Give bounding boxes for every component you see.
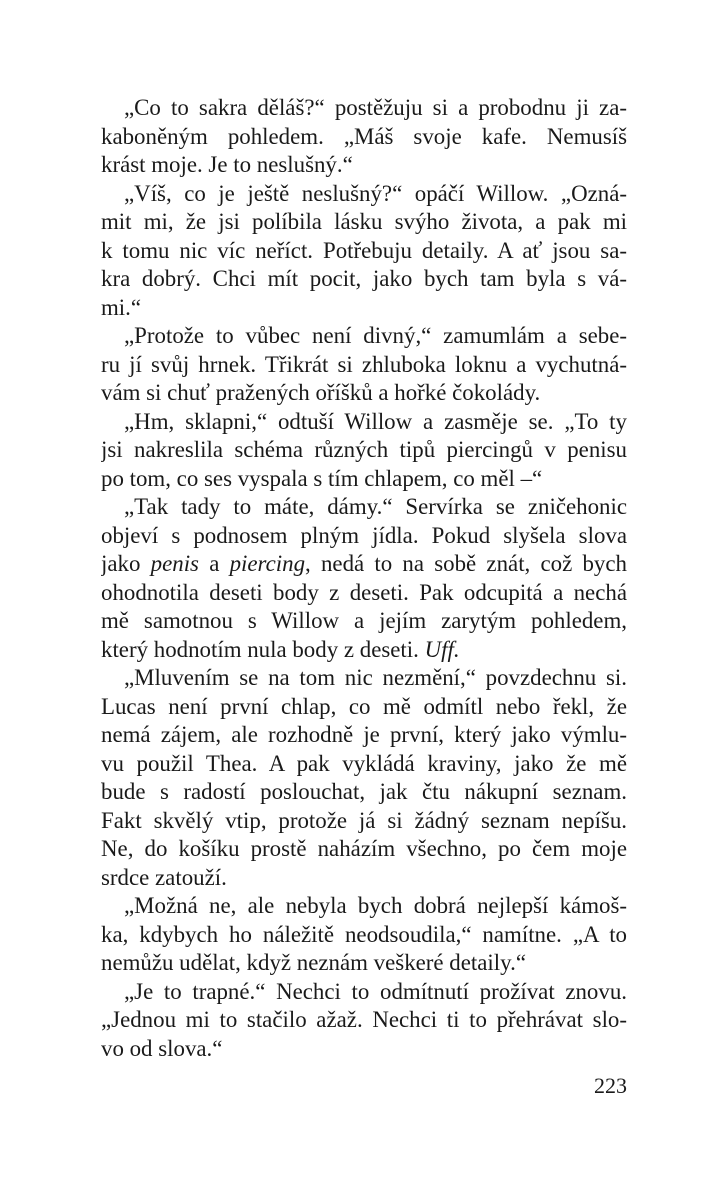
text-line: vo od slova.“ — [101, 1035, 223, 1061]
text-line: bude s radostí poslouchat, jak čtu nákupní seznam. — [101, 779, 627, 804]
italic-word: Uff. — [424, 636, 460, 662]
text-line: „Protože to vůbec není divný,“ zamumlám a sebe- — [124, 323, 627, 348]
text-line: „Mluvením se na tom nic nezmění,“ povzdechnu si. — [124, 665, 627, 690]
body-text — [101, 94, 627, 1063]
text-line: nemůžu udělat, když neznám veškeré detaily.“ — [101, 950, 526, 975]
text-line — [101, 636, 627, 665]
text-line: po tom, co ses vyspala s tím chlapem, co měl –“ — [101, 465, 543, 491]
text-line: mě samotnou s Willow a jejím zarytým pohledem, — [101, 608, 627, 633]
text-line: ohodnotila deseti body z deseti. Pak odcupitá a nechá — [101, 579, 627, 605]
text-line — [101, 550, 627, 579]
text-run: který hodnotím nula body z deseti. — [101, 636, 425, 662]
text-line: „Hm, sklapni,“ odtuší Willow a zasměje se. „To ty — [124, 408, 627, 434]
text-run: a — [198, 551, 230, 576]
text-line: Fakt skvělý vtip, protože já si žádný seznam nepíšu. — [101, 807, 627, 833]
text-line: kra dobrý. Chci mít pocit, jako bych tam byla s vá- — [101, 266, 627, 291]
italic-word: penis — [150, 551, 199, 576]
text-run: jako — [101, 551, 151, 576]
page-number: 223 — [594, 1073, 627, 1098]
text-line: krást moje. Je to neslušný.“ — [101, 152, 353, 177]
text-run: , nedá to na sobě znát, což bych — [305, 551, 627, 576]
text-line: objeví s podnosem plným jídla. Pokud slyšela slova — [101, 522, 627, 548]
text-line: mit mi, že jsi políbila lásku svýho života, a pak mi — [101, 209, 627, 234]
text-line: k tomu nic víc neříct. Potřebuju detaily. A ať jsou sa- — [101, 237, 627, 263]
text-line: ru jí svůj hrnek. Třikrát si zhluboka loknu a vychutná- — [101, 351, 627, 377]
text-line: vám si chuť pražených oříšků a hořké čokolády. — [101, 380, 541, 405]
text-line: mi.“ — [101, 294, 142, 320]
text-line: Ne, do košíku prostě naházím všechno, po čem moje — [101, 836, 627, 861]
text-line: srdce zatouží. — [101, 864, 227, 890]
text-line: kaboněným pohledem. „Máš svoje kafe. Nemusíš — [101, 123, 627, 149]
text-line: „Je to trapné.“ Nechci to odmítnutí prožívat znovu. — [124, 978, 627, 1004]
text-line: ka, kdybych ho náležitě neodsoudila,“ namítne. „A to — [101, 921, 627, 947]
text-line: „Co to sakra děláš?“ postěžuju si a probodnu ji za- — [124, 95, 627, 120]
text-line: vu použil Thea. A pak vykládá kraviny, jako že mě — [101, 750, 627, 776]
text-line: „Víš, co je ještě neslušný?“ opáčí Willow. „Ozná- — [124, 180, 627, 206]
italic-word: piercing — [229, 551, 306, 576]
text-line: „Jednou mi to stačilo ažaž. Nechci ti to přehrávat slo- — [101, 1007, 627, 1032]
text-line: Lucas není první chlap, co mě odmítl nebo řekl, že — [101, 693, 627, 719]
text-line: „Tak tady to máte, dámy.“ Servírka se zničehonic — [124, 494, 627, 519]
text-line: nemá zájem, ale rozhodně je první, který jako výmlu- — [101, 722, 627, 747]
text-line: „Možná ne, ale nebyla bych dobrá nejlepší kámoš- — [124, 893, 627, 918]
text-line: jsi nakreslila schéma různých tipů piercingů v penisu — [101, 437, 627, 462]
